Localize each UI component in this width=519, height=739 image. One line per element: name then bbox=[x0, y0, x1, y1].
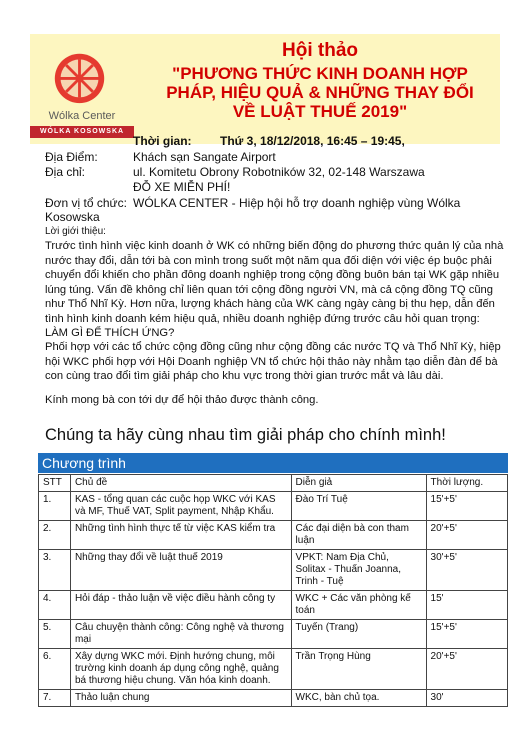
seminar-title-line: PHÁP, HIỆU QUẢ & NHỮNG THAY ĐỔI bbox=[166, 83, 474, 102]
program-table bbox=[38, 474, 508, 707]
table-cell: 3. bbox=[39, 550, 71, 591]
organizer-label: Đơn vị tổ chức: bbox=[45, 196, 127, 210]
table-cell: WKC, bàn chủ tọa. bbox=[291, 690, 426, 707]
table-cell: 7. bbox=[39, 690, 71, 707]
column-header: Diễn giả bbox=[291, 475, 426, 492]
table-cell: 20'+5' bbox=[426, 649, 507, 690]
program-heading: Chương trình bbox=[38, 453, 508, 473]
address-label: Địa chỉ: bbox=[45, 165, 86, 179]
table-cell: Thảo luận chung bbox=[70, 690, 291, 707]
table-cell: Xây dựng WKC mới. Định hướng chung, môi trường kinh doanh áp dụng công nghệ, quảng bá thương hiệu chung. Văn hóa kinh doanh. bbox=[70, 649, 291, 690]
table-row bbox=[39, 492, 508, 521]
logo-text: Wólka Center bbox=[48, 110, 116, 122]
seminar-title bbox=[140, 64, 500, 121]
table-row bbox=[39, 550, 508, 591]
table-cell: 1. bbox=[39, 492, 71, 521]
table-cell: KAS - tổng quan các cuộc họp WKC với KAS và MF, Thuế VAT, Split payment, Nhập Khẩu. bbox=[70, 492, 291, 521]
column-header: STT bbox=[39, 475, 71, 492]
intro-label: Lời giới thiệu: bbox=[45, 226, 106, 237]
table-row bbox=[39, 591, 508, 620]
table-cell: Những thay đổi về luật thuế 2019 bbox=[70, 550, 291, 591]
table-row bbox=[39, 521, 508, 550]
table-cell: 30'+5' bbox=[426, 550, 507, 591]
table-cell: 15'+5' bbox=[426, 620, 507, 649]
table-cell: Hỏi đáp - thảo luận về việc điều hành công ty bbox=[70, 591, 291, 620]
table-cell: 30' bbox=[426, 690, 507, 707]
intro-paragraph: Phối hợp với các tổ chức cộng đồng cũng như cộng đồng các nước TQ và Thổ Nhĩ Kỳ, hiệp hội WKC phối hợp với Hội Doanh nghiệp VN tổ chức hội thảo này nhằm tạo diễn đàn để bà con cùng trao đổi tìm giải pháp cho khu vực trong thời gian trước mắt và lâu dài. bbox=[45, 341, 501, 382]
table-cell: Đào Trí Tuệ bbox=[291, 492, 426, 521]
seminar-title-line: VỀ LUẬT THUẾ 2019" bbox=[232, 102, 408, 121]
column-header: Chủ đề bbox=[70, 475, 291, 492]
table-cell: Những tình hình thực tế từ việc KAS kiểm tra bbox=[70, 521, 291, 550]
table-header-row bbox=[39, 475, 508, 492]
column-header: Thời lượng. bbox=[426, 475, 507, 492]
table-cell: Câu chuyện thành công: Công nghệ và thương mại bbox=[70, 620, 291, 649]
table-cell: VPKT: Nam Địa Chủ, Solitax - Thuấn Joanna, Trinh - Tuệ bbox=[291, 550, 426, 591]
table-cell: 5. bbox=[39, 620, 71, 649]
intro-paragraph: Trước tình hình việc kinh doanh ở WK có những biến động do phương thức quản lý của nhà nước thay đổi, dẫn tới bà con mình trong suốt một năm qua đối diện với việc ép buộc phải chuyển đổi khiến cho phần đông doanh nghiệp trong cộng đồng buôn bán tại WK gặp nhiều lúng túng. Vấn đề không chỉ liên quan tới cộng đồng người VN, mà cả cộng đồng TQ cũng như Thổ Nhĩ Kỳ. Hơn nữa, lượng khách hàng của WK càng ngày càng bị thu hẹp, dẫn đến tình hình kinh doanh kém hiệu quả, nhiều doanh nghiệp đứng trước câu hỏi quan trọng: LÀM GÌ ĐỂ THÍCH ỨNG? bbox=[45, 240, 504, 339]
organizer-value: WÓLKA CENTER - Hiệp hội hỗ trợ doanh nghiệp vùng Wólka bbox=[133, 196, 461, 210]
time-label: Thời gian: bbox=[133, 134, 192, 148]
seminar-title-line: "PHƯƠNG THỨC KINH DOANH HỢP bbox=[172, 64, 468, 83]
table-cell: Tuyến (Trang) bbox=[291, 620, 426, 649]
table-row bbox=[39, 690, 508, 707]
table-cell: 20'+5' bbox=[426, 521, 507, 550]
place-label: Địa Điểm: bbox=[45, 150, 98, 164]
place-value: Khách sạn Sangate Airport bbox=[133, 150, 276, 164]
table-cell: 15' bbox=[426, 591, 507, 620]
table-cell: 6. bbox=[39, 649, 71, 690]
parking-note: ĐỖ XE MIỄN PHÍ! bbox=[133, 180, 231, 194]
table-cell: Các đại diện bà con tham luận bbox=[291, 521, 426, 550]
intro-paragraph: Kính mong bà con tới dự để hội thảo được thành công. bbox=[45, 394, 319, 406]
table-cell: 2. bbox=[39, 521, 71, 550]
slogan: Chúng ta hãy cùng nhau tìm giải pháp cho chính mình! bbox=[45, 426, 446, 444]
table-cell: 4. bbox=[39, 591, 71, 620]
table-row bbox=[39, 649, 508, 690]
table-cell: Trần Trọng Hùng bbox=[291, 649, 426, 690]
address-value: ul. Komitetu Obrony Robotników 32, 02-148 Warszawa bbox=[133, 165, 425, 179]
table-cell: WKC + Các văn phòng kế toán bbox=[291, 591, 426, 620]
organizer-value-cont: Kosowska bbox=[45, 210, 100, 224]
table-cell: 15'+5' bbox=[426, 492, 507, 521]
page-title: Hội thảo bbox=[282, 40, 358, 61]
logo-bar: WÓLKA KOSOWSKA bbox=[30, 126, 134, 138]
table-row bbox=[39, 620, 508, 649]
time-value: Thứ 3, 18/12/2018, 16:45 – 19:45, bbox=[220, 134, 405, 148]
